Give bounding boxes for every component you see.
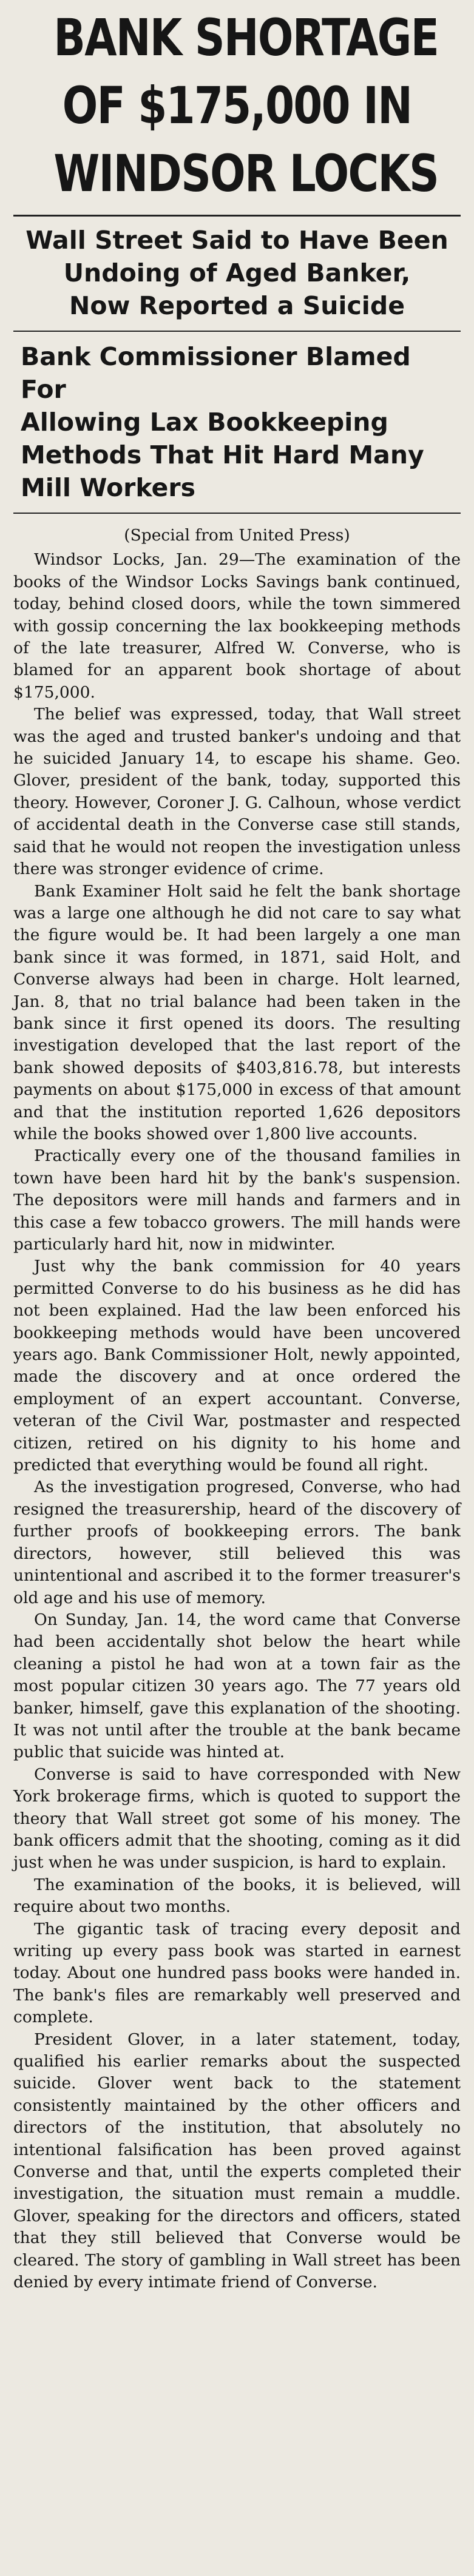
article-paragraph: Just why the bank commission for 40 years permitted Converse to do his business as he did has not been explained. Had the law been enforced his bookkeeping methods would have been uncovered years ago. Bank Commissioner Holt, newly appointed, made the discovery and at once ordered the employment of an expert accountant. Converse, veteran of the Civil War, postmaster and respected citizen, retired on his dignity to his home and predicted that everything would be found all right.: [13, 1257, 461, 1475]
subheadline-line: Allowing Lax Bookkeeping: [21, 408, 388, 437]
subheadline-line: Undoing of Aged Banker,: [63, 258, 411, 288]
article-paragraph: The belief was expressed, today, that Wall street was the aged and trusted banker's undoing and that he suicided January 14, to escape his shame. Geo. Glover, president of the bank, today, supported this theory. However, Coroner J. G. Calhoun, whose verdict of accidental death in the Converse case still stands, said that he would not reopen the investigation unless there was stronger evidence of crime.: [13, 705, 461, 879]
article-paragraph: Bank Examiner Holt said he felt the bank shortage was a large one although he did not care to say what the figure would be. It had been largely a one man bank since it was formed, in 1871, said Holt, and Converse always had been in charge. Holt learned, Jan. 8, that no trial balance had been taken in the bank since it first opened its doors. The resulting investigation developed that the last report of the bank showed deposits of $403,816.78, but interests payments on about $175,000 in excess of that amount and that the institution reported 1,626 depositors while the books showed over 1,800 live accounts.: [13, 881, 461, 1143]
article-paragraph: Practically every one of the thousand families in town have been hard hit by the bank's suspension. The depositors were mill hands and farmers and in this case a few tobacco growers. The mill hands were particularly hard hit, now in midwinter.: [13, 1146, 461, 1254]
headline-line: OF $175,000 IN: [62, 76, 412, 135]
subheadline-1: [13, 224, 461, 322]
subheadline-line: Mill Workers: [21, 473, 195, 502]
headline-line: BANK SHORTAGE: [53, 8, 439, 67]
article-paragraph: On Sunday, Jan. 14, the word came that Converse had been accidentally shot below the heart while cleaning a pistol he had won at a town fair as the most popular citizen 30 years ago. The 77 years old banker, himself, gave this explanation of the shooting. It was not until after the trouble at the bank became public that suicide was hinted at.: [13, 1610, 461, 1762]
deck-rule: [13, 331, 461, 332]
article-paragraph: Converse is said to have corresponded with New York brokerage firms, which is quoted to support the theory that Wall street got some of his money. The bank officers admit that the shooting, coming as it did just when he was under suspicion, is hard to explain.: [13, 1764, 461, 1872]
headline: [53, 4, 439, 207]
article-paragraph: Windsor Locks, Jan. 29—The examination of the books of the Windsor Locks Savings bank continued, today, behind closed doors, while the town simmered with gossip concerning the lax bookkeeping methods of the late treasurer, Alfred W. Converse, who is blamed for an apparent book shortage of about $175,000.: [13, 550, 461, 702]
article-paragraph: The gigantic task of tracing every deposit and writing up every pass book was started in earnest today. About one hundred pass books were handed in. The bank's files are remarkably well preserved and complete.: [13, 1919, 461, 2027]
newspaper-clipping: [0, 4, 474, 2576]
article-paragraph: As the investigation progresed, Converse, who had resigned the treasurership, heard of the discovery of further proofs of bookkeeping errors. The bank directors, however, still believed this was unintentional and ascribed it to the former treasurer's old age and his use of memory.: [13, 1478, 461, 1607]
subheadline-line: Methods That Hit Hard Many: [21, 440, 424, 469]
subheadline-line: Bank Commissioner Blamed For: [21, 342, 411, 404]
article-paragraph: The examination of the books, it is believed, will require about two months.: [13, 1875, 461, 1917]
body-rule: [13, 513, 461, 514]
subheadline-2: [13, 340, 461, 504]
headline-line: WINDSOR LOCKS: [53, 144, 439, 203]
subheadline-line: Wall Street Said to Have Been: [25, 226, 449, 255]
headline-rule: [13, 215, 461, 217]
subheadline-line: Now Reported a Suicide: [69, 291, 405, 320]
source-credit: (Special from United Press): [124, 526, 350, 545]
article-paragraph: President Glover, in a later statement, today, qualified his earlier remarks about the suspected suicide. Glover went back to the statement consistently maintained by the other officers and directors of the institution, that absolutely no intentional falsification has been proved against Converse and that, until the experts completed their investigation, the situation must remain a muddle. Glover, speaking for the directors and officers, stated that they still believed that Converse would be cleared. The story of gambling in Wall street has been denied by every intimate friend of Converse.: [13, 2030, 461, 2292]
article-body: [13, 525, 461, 2294]
